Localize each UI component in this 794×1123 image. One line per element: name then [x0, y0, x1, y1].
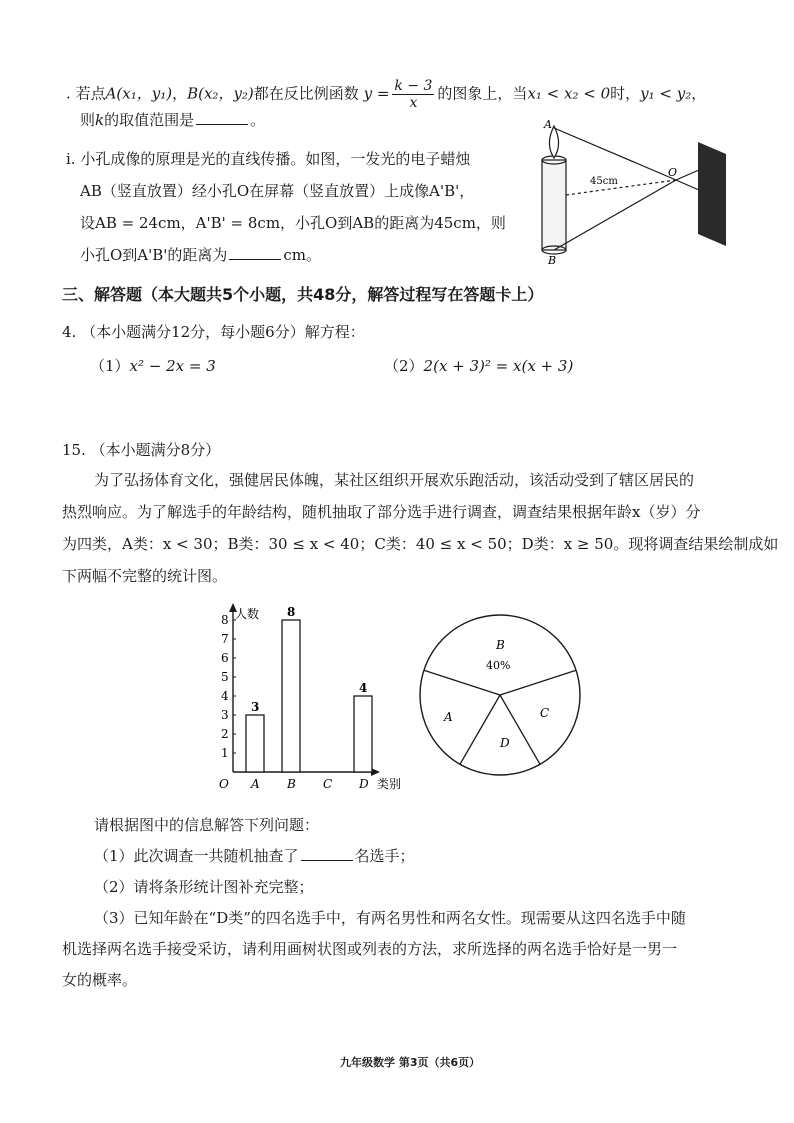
- ray-bottom: [554, 180, 676, 250]
- fraction: $\frac{k - 3}{x}$: [394, 78, 433, 111]
- x-axis-label: 类别: [377, 777, 402, 791]
- question-13-line-1: i. 小孔成像的原理是光的直线传播。如图，一发光的电子蜡烛: [66, 150, 471, 168]
- y-tick-label: 7: [221, 632, 229, 646]
- answer-blank[interactable]: [301, 846, 353, 861]
- question-15-header: 15. （本小题满分8分）: [62, 441, 221, 459]
- y-tick-label: 4: [221, 689, 229, 703]
- question-15-para-2: 热烈响应。为了解选手的年龄结构，随机抽取了部分选手进行调查，调查结果根据年龄x（岁）分: [62, 503, 701, 521]
- label-a: A: [544, 118, 552, 131]
- bar-B: [282, 620, 300, 772]
- data-label-D: 4: [359, 681, 368, 695]
- origin-label: O: [219, 777, 229, 791]
- question-15-sub-1: （1）此次调查一共随机抽查了 名选手；: [94, 847, 415, 865]
- y-tick-label: 5: [221, 670, 229, 684]
- y-tick-label: 6: [221, 651, 229, 665]
- question-15-sub-3-line-3: 女的概率。: [62, 971, 138, 989]
- bar-D: [354, 696, 372, 772]
- x-tick-label-C: C: [323, 777, 333, 791]
- section-title: 三、解答题（本大题共5个小题，共48分，解答过程写在答题卡上）: [62, 285, 544, 304]
- y-axis-label: 人数: [235, 607, 260, 621]
- page-footer: 九年级数学 第3页（共6页）: [340, 1056, 481, 1069]
- question-13-line-2: AB（竖直放置）经小孔O在屏幕（竖直放置）上成像A'B'，: [80, 182, 475, 200]
- bar-chart: [205, 600, 420, 800]
- answer-blank[interactable]: [196, 110, 248, 125]
- question-12-line-2: 则k的取值范围是 。: [80, 111, 266, 129]
- question-15-para-4: 下两幅不完整的统计图。: [62, 567, 228, 585]
- screen: [698, 142, 726, 246]
- slice-label-D: D: [500, 736, 510, 750]
- question-14-part-2: （2）2(x + 3)² = x(x + 3): [384, 357, 574, 375]
- question-12-line-1: . 若点A(x₁，y₁)，B(x₂，y₂)都在反比例函数 y = $\frac{k - 3}{x}$ 的图象上，当x₁ < x₂ < 0时，y₁ < y₂，: [66, 78, 707, 111]
- y-tick-label: 1: [221, 746, 229, 760]
- distance-line: [566, 180, 676, 195]
- slice-label-C: C: [540, 706, 550, 720]
- question-13-line-3: 设AB = 24cm，A'B' = 8cm，小孔O到AB的距离为45cm，则: [80, 214, 506, 232]
- label-o: O: [668, 166, 678, 179]
- question-14-part-1: （1）x² − 2x = 3: [90, 357, 216, 375]
- slice-label-A: A: [444, 710, 453, 724]
- x-tick-label-A: A: [251, 777, 260, 791]
- question-15-sub-3-line-2: 机选择两名选手接受采访，请利用画树状图或列表的方法，求所选择的两名选手恰好是一男一: [62, 940, 678, 958]
- question-15-prompt: 请根据图中的信息解答下列问题：: [94, 816, 320, 834]
- label-b: B: [548, 254, 557, 266]
- pie-chart: [415, 610, 585, 780]
- question-15-sub-3-line-1: （3）已知年龄在“D类”的四名选手中，有两名男性和两名女性。现需要从这四名选手中随: [94, 909, 686, 927]
- data-label-B: 8: [287, 605, 296, 619]
- data-label-A: 3: [251, 700, 260, 714]
- slice-value-b: 40%: [486, 659, 511, 672]
- y-tick-label: 3: [221, 708, 229, 722]
- pinhole-figure: [530, 118, 740, 266]
- question-number: 4.: [62, 323, 77, 341]
- question-15-para-1: 为了弘扬体育文化，强健居民体魄，某社区组织开展欢乐跑活动，该活动受到了辖区居民的: [94, 471, 695, 489]
- question-15-para-3: 为四类，A类：x < 30；B类：30 ≤ x < 40；C类：40 ≤ x < 50；D类：x ≥ 50。现将调查结果绘制成如: [62, 535, 779, 553]
- y-tick-label: 8: [221, 613, 229, 627]
- question-15-sub-2: （2）请将条形统计图补充完整；: [94, 878, 314, 896]
- x-tick-label-B: B: [287, 777, 296, 791]
- question-number: 15.: [62, 441, 86, 459]
- question-number: i.: [66, 150, 76, 168]
- x-tick-label-D: D: [359, 777, 369, 791]
- question-13-line-4: 小孔O到A'B'的距离为 cm。: [80, 246, 322, 264]
- bar-A: [246, 715, 264, 772]
- question-number: .: [66, 84, 71, 103]
- slice-label-B: B: [496, 638, 505, 652]
- candle-body: [542, 160, 566, 250]
- question-14-header: 4. （本小题满分12分，每小题6分）解方程：: [62, 323, 365, 341]
- answer-blank[interactable]: [229, 245, 281, 260]
- ray-top: [554, 128, 676, 180]
- y-tick-label: 2: [221, 727, 229, 741]
- label-distance: 45cm: [590, 176, 618, 187]
